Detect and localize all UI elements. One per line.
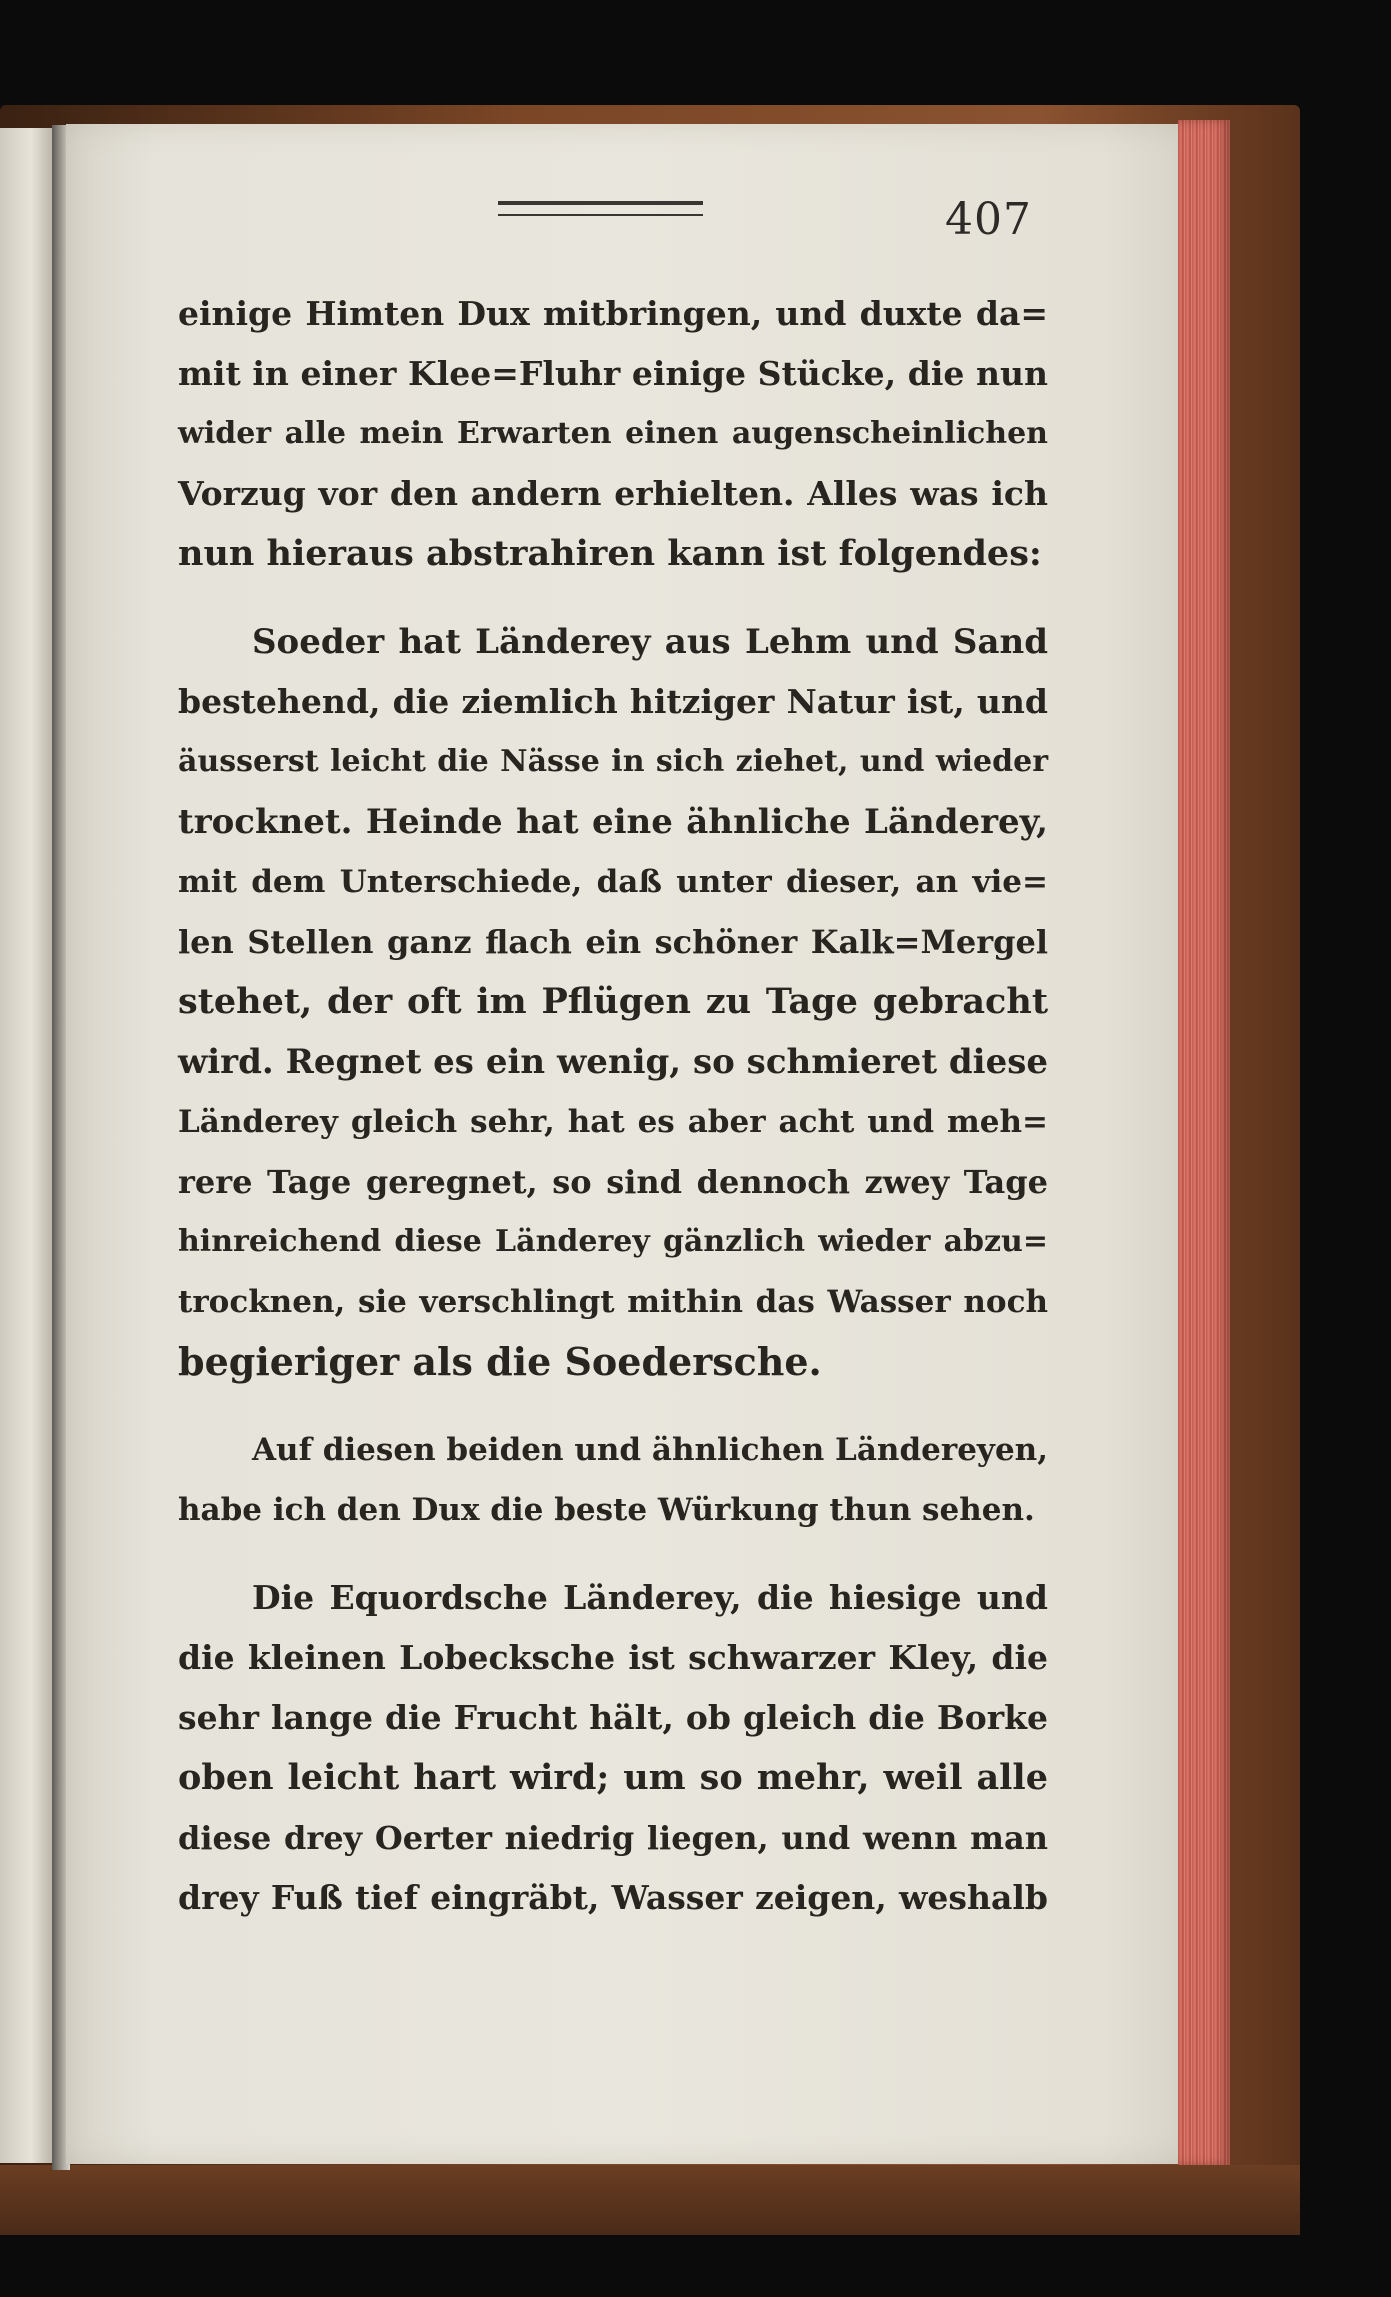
left-page-edge <box>0 128 52 2163</box>
paragraph-start: Die Equordsche Länderey, die hiesige und <box>252 1578 1048 1617</box>
text-line: Länderey gleich sehr, hat es aber acht und meh= <box>178 1104 1048 1140</box>
text-line: len Stellen ganz flach ein schöner Kalk=Mergel <box>178 923 1048 961</box>
paragraph-start: Soeder hat Länderey aus Lehm und Sand <box>252 622 1048 662</box>
text-line: bestehend, die ziemlich hitziger Natur ist, und <box>178 682 1048 721</box>
text-line: sehr lange die Frucht hält, ob gleich die Borke <box>178 1698 1048 1737</box>
header-rule <box>498 201 703 205</box>
text-line: begieriger als die Soedersche. <box>178 1339 822 1384</box>
text-line: trocknen, sie verschlingt mithin das Wasser noch <box>178 1284 1048 1320</box>
text-line: mit dem Unterschiede, daß unter dieser, an vie= <box>178 864 1048 900</box>
page-edges-red <box>1178 120 1230 2165</box>
text-line: diese drey Oerter niedrig liegen, und wenn man <box>178 1819 1048 1857</box>
text-line: Vorzug vor den andern erhielten. Alles was ich <box>178 474 1048 513</box>
book-cover-bottom <box>0 2165 1300 2235</box>
paragraph-start: Auf diesen beiden und ähnlichen Ländereyen, <box>252 1432 1048 1468</box>
text-line: drey Fuß tief eingräbt, Wasser zeigen, weshalb <box>178 1878 1048 1917</box>
text-line: wider alle mein Erwarten einen augenscheinlichen <box>178 416 1048 451</box>
text-line: nun hieraus abstrahiren kann ist folgendes: <box>178 533 1042 574</box>
text-line: hinreichend diese Länderey gänzlich wieder abzu= <box>178 1224 1048 1259</box>
text-line: mit in einer Klee=Fluhr einige Stücke, die nun <box>178 354 1048 393</box>
text-line: wird. Regnet es ein wenig, so schmieret diese <box>178 1042 1048 1082</box>
text-line: habe ich den Dux die beste Würkung thun sehen. <box>178 1492 1035 1528</box>
header-rule-thin <box>498 214 703 216</box>
text-line: oben leicht hart wird; um so mehr, weil alle <box>178 1757 1048 1798</box>
text-line: einige Himten Dux mitbringen, und duxte da= <box>178 294 1048 333</box>
text-line: die kleinen Lobecksche ist schwarzer Kley, die <box>178 1638 1048 1677</box>
text-line: rere Tage geregnet, so sind dennoch zwey Tage <box>178 1163 1048 1201</box>
text-line: trocknet. Heinde hat eine ähnliche Länderey, <box>178 802 1048 842</box>
text-line: stehet, der oft im Pflügen zu Tage gebracht <box>178 981 1048 1022</box>
page-number: 407 <box>945 194 1032 245</box>
text-line: äusserst leicht die Nässe in sich ziehet, und wieder <box>178 744 1048 779</box>
